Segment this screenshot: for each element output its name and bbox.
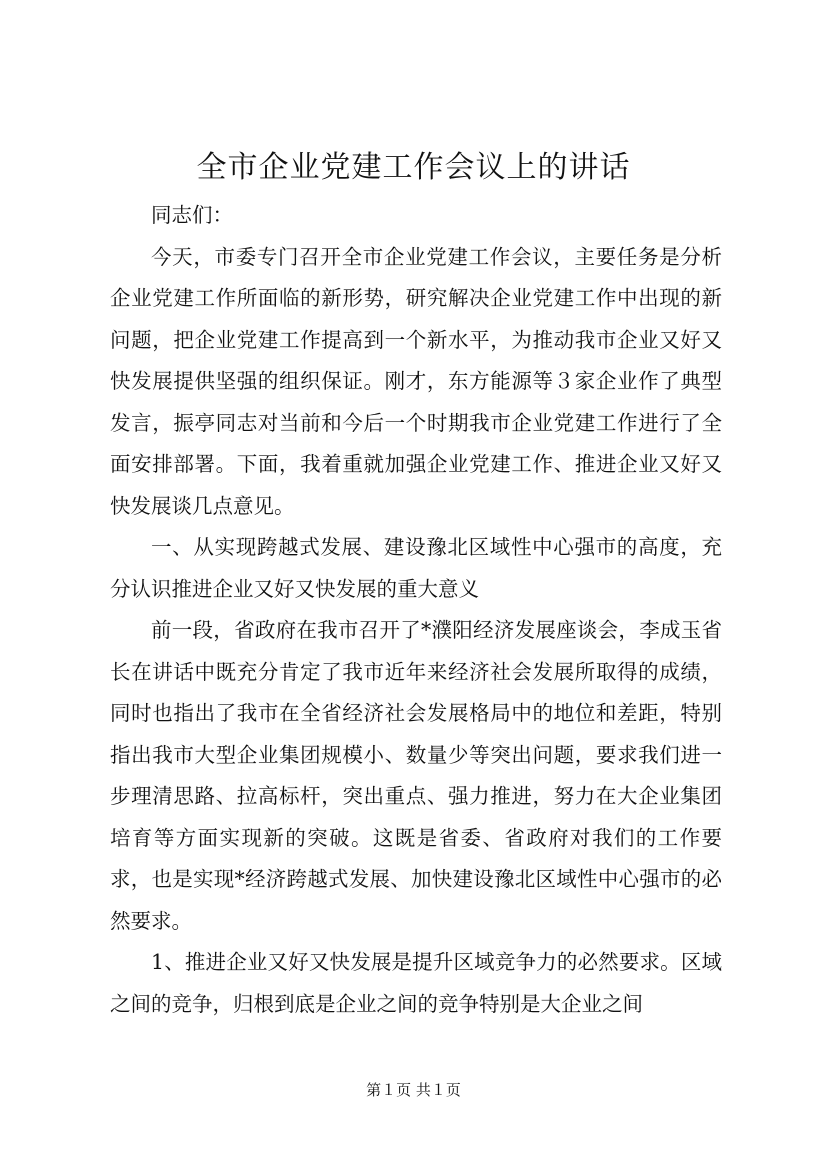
document-body bbox=[110, 195, 722, 1025]
paragraph-background: 前一段，省政府在我市召开了*濮阳经济发展座谈会，李成玉省长在讲话中既充分肯定了我市近年来经济社会发展所取得的成绩，同时也指出了我市在全省经济社会发展格局中的地位和差距，特别指出我市大型企业集团规模小、数量少等突出问题，要求我们进一步理清思路、拉高标杆，突出重点、强力推进，努力在大企业集团培育等方面实现新的突破。这既是省委、省政府对我们的工作要求，也是实现*经济跨越式发展、加快建设豫北区域性中心强市的必然要求。 bbox=[110, 618, 722, 933]
greeting-line: 同志们： bbox=[151, 203, 233, 227]
document-title: 全市企业党建工作会议上的讲话 bbox=[196, 150, 631, 185]
page-footer: 第１页 共１页 bbox=[366, 1081, 461, 1099]
paragraph-intro: 今天，市委专门召开全市企业党建工作会议，主要任务是分析企业党建工作所面临的新形势，研究解决企业党建工作中出现的新问题，把企业党建工作提高到一个新水平，为推动我市企业又好又快发展提供坚强的组织保证。刚才，东方能源等３家企业作了典型发言，振亭同志对当前和今后一个时期我市企业党建工作进行了全面安排部署。下面，我着重就加强企业党建工作、推进企业又好又快发展谈几点意见。 bbox=[110, 244, 722, 518]
section-heading-1: 一、从实现跨越式发展、建设豫北区域性中心强市的高度，充分认识推进企业又好又快发展的重大意义 bbox=[110, 535, 722, 601]
paragraph-point-1: 1、推进企业又好又快发展是提升区域竞争力的必然要求。区域之间的竞争，归根到底是企业之间的竞争特别是大企业之间 bbox=[110, 950, 722, 1016]
